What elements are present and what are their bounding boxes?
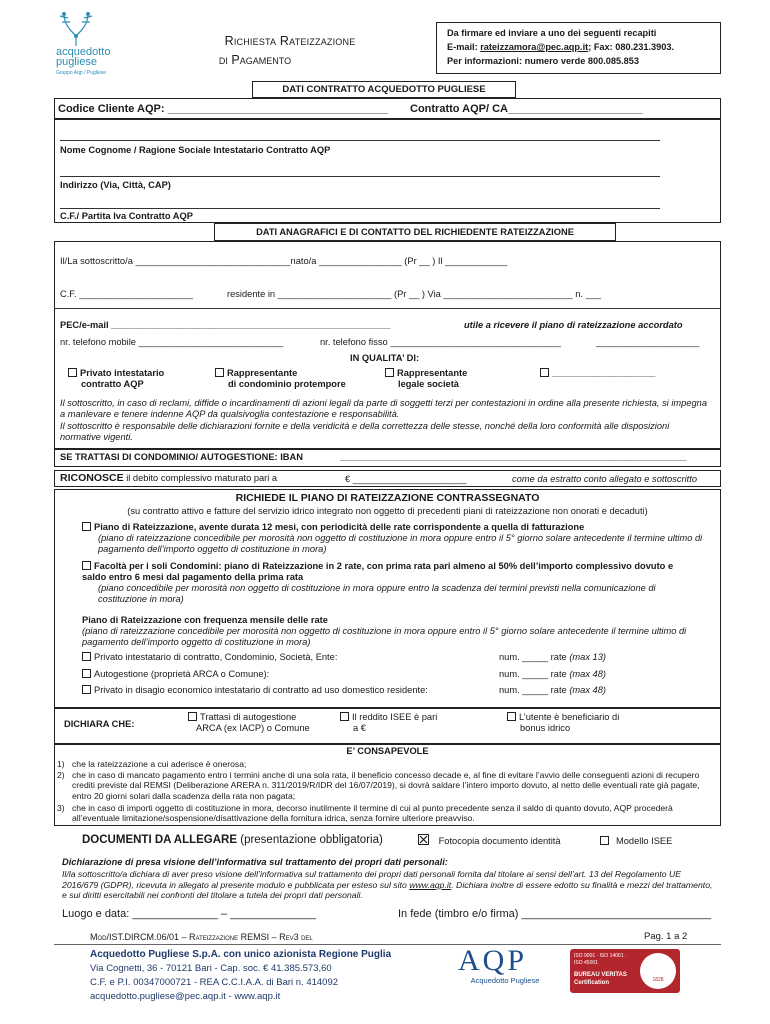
p1-title: Piano di Rateizzazione, avente durata 12 mesi, con periodicità delle rate corrispondente a quella di fatturazione [94, 522, 585, 532]
p2-title: Facoltà per i soli Condomini: piano di Rateizzazione in 2 rate, con prima rata pari almeno al 50% dell’importo complessivo dovuto e saldo entro 6 mesi dal pagamento della prima rata [82, 561, 674, 582]
doc1-label: Fotocopia documento identità [438, 836, 561, 846]
sottoscritto-line[interactable]: Il/La sottoscritto/a ______________________________nato/a ________________ (Pr __ ) Il ____________ [60, 256, 508, 266]
dichiara-bonus[interactable] [507, 712, 619, 734]
checkbox[interactable] [507, 712, 516, 721]
opt3-l1: Rappresentante [397, 368, 468, 378]
cf-residente-b[interactable]: residente in ______________________ (Pr __ ) Via _________________________ n. ___ [227, 289, 602, 299]
checkbox[interactable] [68, 368, 77, 377]
footer-company: Acquedotto Pugliese S.p.A. con unico azionista Regione Puglia [90, 949, 392, 960]
privacy-text [62, 869, 716, 901]
indirizzo-line[interactable] [60, 176, 660, 177]
qualita-option-altro[interactable] [540, 368, 655, 379]
doc-option-isee[interactable] [600, 836, 672, 847]
consapevole-item-1 [57, 759, 717, 769]
d1-l1: Trattasi di autogestione [200, 712, 297, 722]
row2-label: Privato in disagio economico intestatario di contratto ad uso domestico residente: [94, 685, 428, 695]
qualita-option-privato[interactable] [68, 368, 164, 390]
opt3-l2: legale società [398, 379, 459, 389]
c3-text: che in caso di importi oggetto di costituzione in mora, decorso inutilmente il termine di cui al punto precedente senza il saldo di quanto dovuto, AQP procederà all’eventuale limitazione/sospensione/disattivazione della fornitura idrica, senza fornire ulteriore preavviso. [72, 803, 673, 824]
cf-line[interactable] [60, 208, 660, 209]
row1-label: Autogestione (proprietà ARCA o Comune): [94, 669, 270, 679]
aqp-logo [52, 10, 142, 80]
checkbox[interactable] [82, 652, 91, 661]
privacy-link[interactable]: www.aqp.it [409, 879, 452, 890]
qualita-option-condominio[interactable] [215, 368, 346, 390]
bureau-veritas-cert [570, 949, 680, 993]
riconosce-note: come da estratto conto allegato e sottoscritto [512, 474, 698, 484]
info-email-prefix: E-mail: [447, 42, 481, 52]
footer-page-number: Pag. 1 a 2 [644, 931, 688, 942]
checkbox[interactable] [82, 685, 91, 694]
doc-option-identita[interactable] [418, 834, 561, 847]
plan-12-months[interactable] [82, 522, 712, 555]
p1-note: (piano di rateizzazione concedibile per morosità non oggetto di costituzione in mora oppure entro il 5° giorno solare antecedente il termine ultimo di pagamento dell’importo oggetto di costituzione in mora) [98, 533, 703, 554]
codice-cliente-field[interactable]: Codice Cliente AQP: ____________________________________ [58, 103, 388, 115]
consapevole-item-2 [57, 770, 717, 801]
row2-max: (max 48) [569, 685, 606, 695]
footer-addr1: Via Cognetti, 36 - 70121 Bari - Cap. soc. € 41.385.573,60 [90, 963, 332, 974]
richiede-title: RICHIEDE IL PIANO DI RATEIZZAZIONE CONTRASSEGNATO [235, 492, 540, 504]
cf-residente-a[interactable]: C.F. ______________________ [60, 289, 193, 299]
c2-n: 2) [57, 770, 65, 780]
info-line2 [447, 40, 710, 54]
disclaimer-manleva: Il sottoscritto, in caso di reclami, diffide o incardinamenti di azioni legali da parte di soggetti terzi per contestazioni in ordine alla presente richiesta, si impegna a manlevare e tenere indenne AQP da qualsivoglia contestazione e responsabilità. [60, 398, 707, 419]
iban-label: SE TRATTASI DI CONDOMINIO/ AUTOGESTIONE: IBAN [60, 452, 303, 462]
privacy-title: Dichiarazione di presa visione dell’informativa sul trattamento dei propri dati personali: [62, 857, 448, 867]
doc2-label: Modello ISEE [616, 836, 673, 846]
qualita-title: IN QUALITA’ DI: [350, 353, 420, 363]
c2-text: che in caso di mancato pagamento entro i termini anche di una sola rata, il beneficio concesso decade e, al fine di evitare l’avvio delle conseguenti azioni di recupero crediti previste dal REMSI (Deliberazione ARERA n. 311/2019/R/IDR del 16/07/2019), si dovrà saldare l’intero importo dovuto, al netto delle eventuali rate già pagate, entro 20 giorni solari dalla scadenza della rata non pagata; [72, 770, 700, 801]
row2-num[interactable]: num. _____ rate [499, 685, 567, 695]
cert-text: BUREAU VERITAS Certification [574, 972, 627, 986]
nome-line[interactable] [60, 140, 660, 141]
opt2-l2: di condominio protempore [228, 379, 346, 389]
row0-max: (max 13) [569, 652, 606, 662]
checkbox-checked[interactable] [418, 834, 429, 845]
d2-l2: a € [353, 723, 366, 733]
pec-field[interactable]: PEC/e-mail ______________________________________________________ [60, 320, 391, 330]
opt1-l1: Privato intestatario [80, 368, 165, 378]
documenti-note: (presentazione obbligatoria) [240, 834, 383, 846]
plan-condomini[interactable] [82, 561, 694, 605]
footer-divider [54, 944, 721, 945]
submission-info-box [436, 22, 721, 74]
aqp-logo-sub: Acquedotto Pugliese [470, 976, 540, 985]
monthly-row-privato[interactable] [82, 652, 702, 663]
checkbox[interactable] [188, 712, 197, 721]
cf-label: C.F./ Partita Iva Contratto AQP [60, 211, 193, 221]
privacy-text-a: Il/la sottoscritto/a dichiara di aver preso visione dell’informativa sul trattamento dei propri dati personali fornita dal titolare ai sensi dell’art. 13 del Regolamento UE 2016/679 (GDPR), ricevuta in allegato al presente modulo e pubblicata per esteso sul sito [62, 869, 682, 890]
richiede-subtitle: (su contratto attivo e fatture del servizio idrico integrato non oggetto di precedenti piani di rateizzazione non onorati e decaduti) [127, 506, 648, 516]
form-title-line1: Richiesta Rateizzazione [224, 34, 356, 48]
aqp-footer-logo [458, 946, 558, 988]
riconosce-text: il debito complessivo maturato pari a [126, 473, 278, 483]
info-fax: ; Fax: 080.231.3903. [588, 42, 675, 52]
checkbox[interactable] [215, 368, 224, 377]
info-email-link[interactable]: rateizzamora@pec.aqp.it [480, 42, 589, 52]
footer-addr2: C.F. e P.I. 00347000721 - REA C.C.I.A.A. di Bari n. 414092 [90, 977, 339, 988]
riconosce-line [60, 473, 277, 484]
qualita-option-societa[interactable] [385, 368, 467, 390]
form-title-line2: di Pagamento [218, 53, 292, 67]
tel-mobile-field[interactable]: nr. telefono mobile ____________________________ [60, 337, 284, 347]
checkbox[interactable] [82, 669, 91, 678]
consapevole-title: E’ CONSAPEVOLE [346, 746, 429, 756]
dichiara-label: DICHIARA CHE: [64, 719, 135, 729]
c3-n: 3) [57, 803, 65, 813]
c1-text: che la rateizzazione a cui aderisce è onerosa; [72, 759, 247, 769]
bv-seal-icon [640, 953, 676, 989]
documenti-label: DOCUMENTI DA ALLEGARE [82, 834, 238, 846]
debito-amount-field[interactable]: € ______________________ [345, 474, 467, 484]
p2-note: (piano concedibile per morosità non oggetto di costituzione in mora oppure entro la scadenza dei termini previsti nella comunicazione di costituzione in mora) [98, 583, 656, 604]
p3-note: (piano di rateizzazione concedibile per morosità non oggetto di costituzione in mora oppure entro il 5° giorno solare antecedente il termine ultimo di pagamento dell’importo oggetto di costituzione in mora) [82, 626, 687, 647]
info-line1: Da firmare ed inviare a uno dei seguenti recapiti [447, 28, 657, 38]
contract-section-title: DATI CONTRATTO ACQUEDOTTO PUGLIESE [252, 81, 516, 98]
requester-section-title: DATI ANAGRAFICI E DI CONTATTO DEL RICHIEDENTE RATEIZZAZIONE [214, 223, 616, 241]
firma-field[interactable]: In fede (timbro e/o firma) _______________________________ [398, 908, 712, 920]
disclaimer-responsabilita: Il sottoscritto è responsabile delle dichiarazioni fornite e della veridicità e della correttezza delle stesse, nonché della loro conformità alle disposizioni normative vigenti. [60, 421, 670, 442]
documenti-line [82, 834, 383, 846]
tel-fisso-field[interactable]: nr. telefono fisso _________________________________ [320, 337, 561, 347]
d1-l2: ARCA (ex IACP) o Comune [196, 723, 310, 733]
contratto-field[interactable]: Contratto AQP/ CA______________________ [410, 103, 643, 115]
monthly-row-autogestione[interactable] [82, 669, 702, 680]
checkbox[interactable] [600, 836, 609, 845]
check-x-icon [419, 835, 428, 844]
checkbox[interactable] [385, 368, 394, 377]
monthly-row-disagio[interactable] [82, 685, 702, 696]
opt4: ____________________ [552, 368, 656, 378]
iban-field[interactable]: ___________________________________________________________________ [340, 452, 687, 462]
riconosce-label: RICONOSCE [60, 472, 124, 484]
d3-l1: L’utente è beneficiario di [519, 712, 620, 722]
plan-monthly [82, 615, 694, 648]
indirizzo-label: Indirizzo (Via, Città, CAP) [60, 180, 171, 190]
pec-note: utile a ricevere il piano di rateizzazione accordato [464, 320, 683, 330]
cert-year: 1828 [652, 977, 664, 983]
row1-max: (max 48) [569, 669, 606, 679]
logo-tagline: Gruppo Aqp / Pugliese [56, 70, 107, 76]
checkbox[interactable] [82, 561, 91, 570]
logo-word2: pugliese [56, 56, 97, 68]
row1-num[interactable]: num. _____ rate [499, 669, 567, 679]
cert-small-text: ISO 9001 · ISO 14001 · ISO 45001 [574, 953, 627, 966]
privacy-text-b: . Dichiara inoltre di essere edotto su finalità e mezzi del trattamento, e sui diritti esercitabili nei confronti del titolare a tutela dei propri dati personali. [62, 879, 713, 901]
consapevole-item-3 [57, 803, 717, 824]
aqp-logo-text: AQP [458, 944, 528, 977]
dichiara-isee[interactable] [340, 712, 437, 734]
row0-label: Privato intestatario di contratto, Condominio, Società, Ente: [94, 652, 338, 662]
opt2-l1: Rappresentante [227, 368, 298, 378]
d2-l1: Il reddito ISEE è pari [352, 712, 438, 722]
dichiara-autogestione[interactable] [188, 712, 310, 734]
luogo-data-field[interactable]: Luogo e data: ______________ – ______________ [62, 908, 316, 920]
footer-addr3: acquedotto.pugliese@pec.aqp.it - www.aqp.it [90, 991, 281, 1002]
requester-divider [54, 308, 721, 309]
checkbox[interactable] [340, 712, 349, 721]
info-line3: Per informazioni: numero verde 800.085.853 [447, 56, 639, 66]
tree-icon [56, 10, 96, 48]
checkbox[interactable] [540, 368, 549, 377]
d3-l2: bonus idrico [520, 723, 571, 733]
row0-num[interactable]: num. _____ rate [499, 652, 567, 662]
logo-word1: acquedotto [56, 46, 111, 58]
nome-label: Nome Cognome / Ragione Sociale Intestatario Contratto AQP [60, 145, 331, 155]
checkbox[interactable] [82, 522, 91, 531]
tel-extra-field[interactable]: ____________________ [596, 337, 700, 347]
footer-mod-code: Mod/IST.DIRCM.06/01 – Rateizzazione REMSI – Rev3 del [90, 932, 313, 942]
opt1-l2: contratto AQP [81, 379, 144, 389]
p3-title: Piano di Rateizzazione con frequenza mensile delle rate [82, 615, 328, 625]
c1-n: 1) [57, 759, 65, 769]
